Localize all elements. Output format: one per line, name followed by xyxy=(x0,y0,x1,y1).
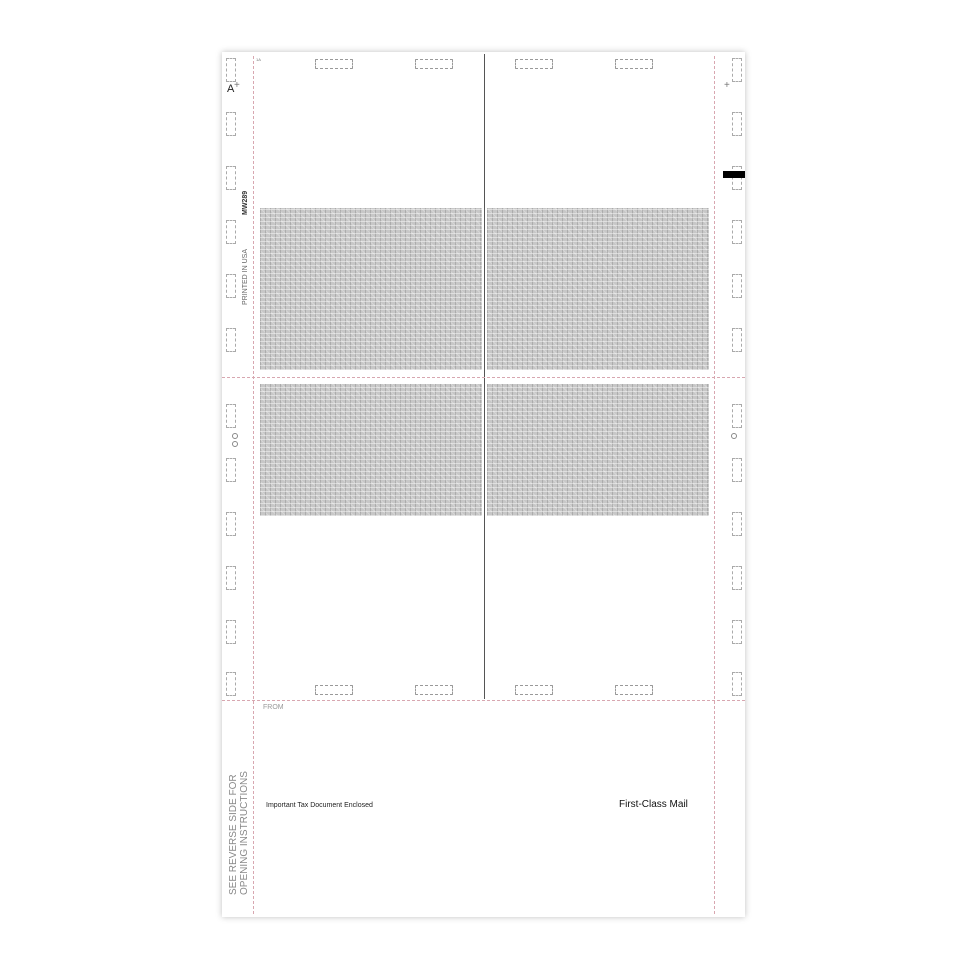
left-margin-slot xyxy=(226,404,236,428)
left-margin-perforation xyxy=(253,56,254,914)
right-margin-slot xyxy=(732,166,742,190)
opening-instructions-line-2: OPENING INSTRUCTIONS xyxy=(239,771,250,895)
left-margin-slot xyxy=(226,566,236,590)
middle-perforation xyxy=(222,377,745,378)
right-margin-slot xyxy=(732,458,742,482)
timing-mark xyxy=(723,171,745,178)
form-copy-letter: A xyxy=(227,83,235,95)
bottom-glue-tab xyxy=(315,685,353,695)
form-number: MW289 xyxy=(242,190,249,215)
left-margin-slot xyxy=(226,58,236,82)
security-tint-top-right xyxy=(487,208,709,370)
left-margin-slot xyxy=(226,620,236,644)
left-margin-slot xyxy=(226,274,236,298)
security-tint-top-left xyxy=(260,208,482,370)
registration-mark: + xyxy=(234,80,240,91)
left-margin-slot xyxy=(226,220,236,244)
bottom-glue-tab xyxy=(415,685,453,695)
left-margin-hole xyxy=(232,441,238,447)
right-margin-slot xyxy=(732,566,742,590)
right-margin-slot xyxy=(732,404,742,428)
right-margin-slot xyxy=(732,112,742,136)
important-notice: Important Tax Document Enclosed xyxy=(266,802,373,809)
left-margin-slot xyxy=(226,458,236,482)
opening-instructions xyxy=(228,771,250,895)
bottom-glue-tab xyxy=(615,685,653,695)
top-glue-tab xyxy=(515,59,553,69)
registration-mark: + xyxy=(724,80,730,91)
left-margin-slot xyxy=(226,328,236,352)
right-margin-slot xyxy=(732,328,742,352)
bottom-perforation xyxy=(222,700,745,701)
left-margin-hole xyxy=(232,433,238,439)
left-margin-slot xyxy=(226,166,236,190)
printed-in-usa: PRINTED IN USA xyxy=(242,248,249,305)
tax-form-sheet xyxy=(222,52,745,917)
right-margin-slot xyxy=(732,672,742,696)
right-margin-slot xyxy=(732,274,742,298)
left-margin-slot xyxy=(226,512,236,536)
right-margin-slot xyxy=(732,220,742,244)
bottom-glue-tab xyxy=(515,685,553,695)
top-glue-tab xyxy=(315,59,353,69)
left-margin-slot xyxy=(226,112,236,136)
security-tint-bottom-right xyxy=(487,384,709,516)
right-margin-perforation xyxy=(714,56,715,914)
left-margin-slot xyxy=(226,672,236,696)
from-label: FROM xyxy=(263,704,284,711)
top-glue-tab xyxy=(615,59,653,69)
corner-code: 1A xyxy=(256,57,261,62)
opening-instructions-line-1: SEE REVERSE SIDE FOR xyxy=(228,774,239,895)
top-glue-tab xyxy=(415,59,453,69)
right-margin-hole xyxy=(731,433,737,439)
security-tint-bottom-left xyxy=(260,384,482,516)
right-margin-slot xyxy=(732,512,742,536)
right-margin-slot xyxy=(732,58,742,82)
right-margin-slot xyxy=(732,620,742,644)
postage-class: First-Class Mail xyxy=(619,799,688,810)
